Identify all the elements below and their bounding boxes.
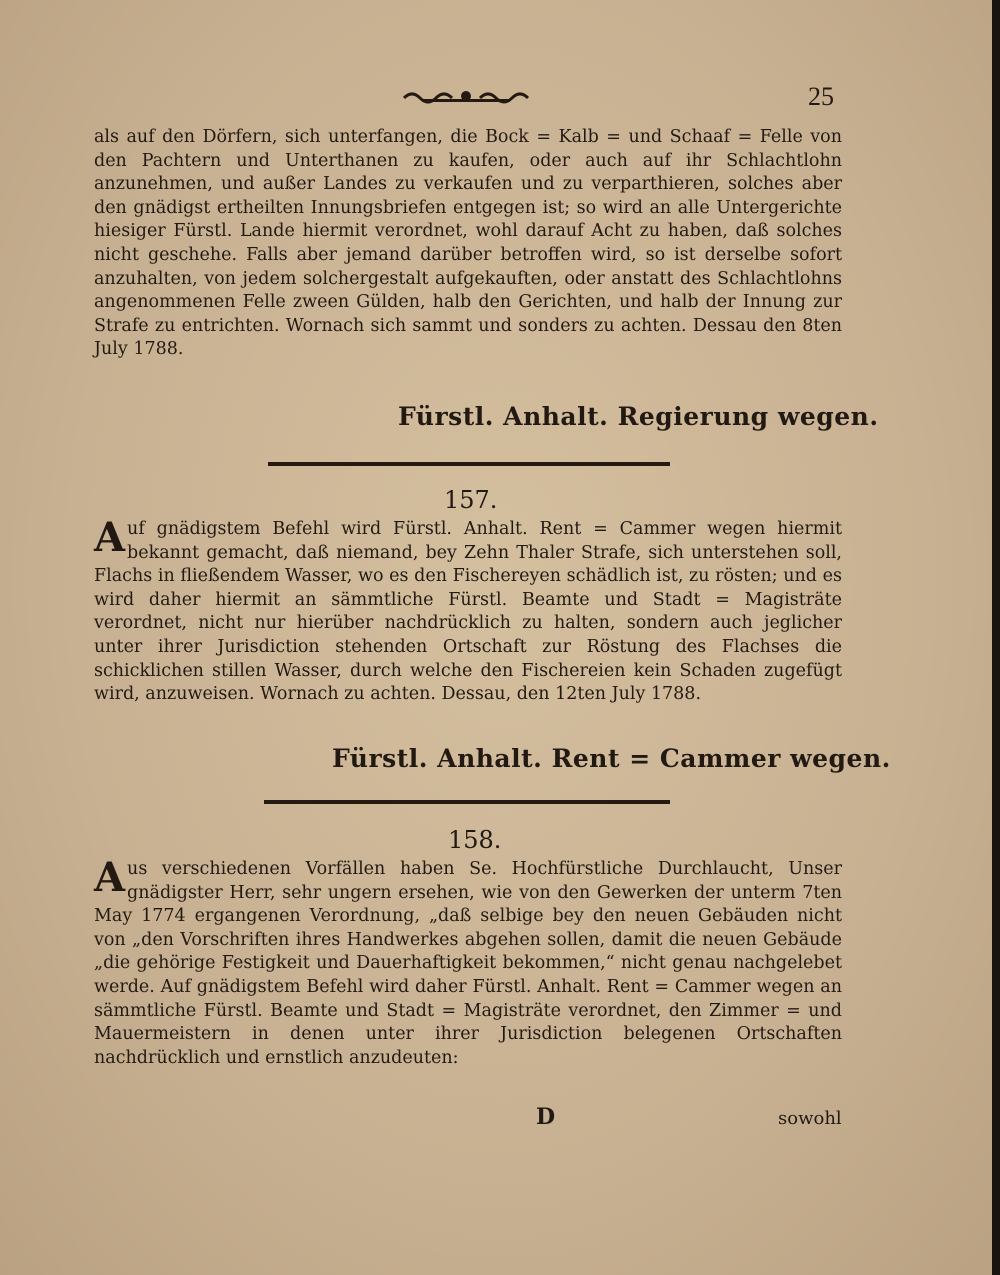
signature-mark: D <box>536 1104 556 1130</box>
catchword: sowohl <box>778 1108 842 1129</box>
section-1-signature: Fürstl. Anhalt. Regierung wegen. <box>398 402 879 431</box>
section-2-text: uf gnädigstem Befehl wird Fürstl. Anhalt. Rent = Cammer wegen hiermit bekannt gemacht, daß niemand, bey Zehn Thaler Strafe, sich unterstehen soll, Flachs in fließendem Wasser, wo es den Fischereyen schädlich ist, zu rösten; und es wird daher hiermit an sämmtliche Fürstl. Beamte und Stadt = Magisträte verordnet, nicht nur hierüber nachdrücklich zu halten, sondern auch jeglicher unter ihrer Jurisdiction stehenden Ortschaft zur Röstung des Flachses die schicklichen stillen Wasser, durch welche den Fischereien kein Schaden zugefügt wird, anzuweisen. Wornach zu achten. Dessau, den 12ten July 1788. <box>94 519 842 705</box>
section-2-paragraph <box>94 514 842 707</box>
scan-edge <box>992 0 1000 1275</box>
section-2-initial: A <box>94 514 126 561</box>
section-3-initial: A <box>94 854 126 901</box>
section-2-number: 157. <box>444 486 498 514</box>
page-number: 25 <box>808 82 834 111</box>
section-2-signature: Fürstl. Anhalt. Rent = Cammer wegen. <box>332 744 891 773</box>
section-3-number: 158. <box>448 826 502 854</box>
section-3-text: us verschiedenen Vorfällen haben Se. Hochfürstliche Durchlaucht, Unser gnädigster Herr, sehr ungern ersehen, wie von den Gewerken der unterm 7ten May 1774 ergangenen Verordnung, „daß selbige bey den neuen Gebäuden nicht von „den Vorschriften ihres Handwerkes abgehen sollen, damit die neuen Gebäude „die gehörige Festigkeit und Dauerhaftigkeit bekommen,“ nicht genau nachgelebet werde. Auf gnädigstem Befehl wird daher Fürstl. Anhalt. Rent = Cammer wegen an sämmtliche Fürstl. Beamte und Stadt = Magisträte verordnet, den Zimmer = und Mauermeistern in denen unter ihrer Jurisdiction belegenen Ortschaften nachdrücklich und ernstlich anzudeuten: <box>94 859 842 1068</box>
section-1-text: als auf den Dörfern, sich unterfangen, die Bock = Kalb = und Schaaf = Felle von den Pachtern und Unterthanen zu kaufen, oder auch auf ihr Schlachtlohn anzunehmen, und außer Landes zu verkaufen und zu verparthieren, solches aber den gnädigst ertheilten Innungsbriefen entgegen ist; so wird an alle Untergerichte hiesiger Fürstl. Lande hiermit verordnet, wohl darauf Acht zu haben, daß solches nicht geschehe. Falls aber jemand darüber betroffen wird, so ist derselbe sofort anzuhalten, von jedem solchergestalt aufgekauften, oder anstatt des Schlachtlohns angenommenen Felle zween Gülden, halb den Gerichten, und halb der Innung zur Strafe zu entrichten. Wornach sich sammt und sonders zu achten. Dessau den 8ten July 1788. <box>94 127 842 360</box>
section-divider <box>268 462 670 466</box>
section-divider <box>264 800 670 804</box>
printer-ornament-icon <box>402 88 530 104</box>
section-3-paragraph <box>94 854 842 1070</box>
